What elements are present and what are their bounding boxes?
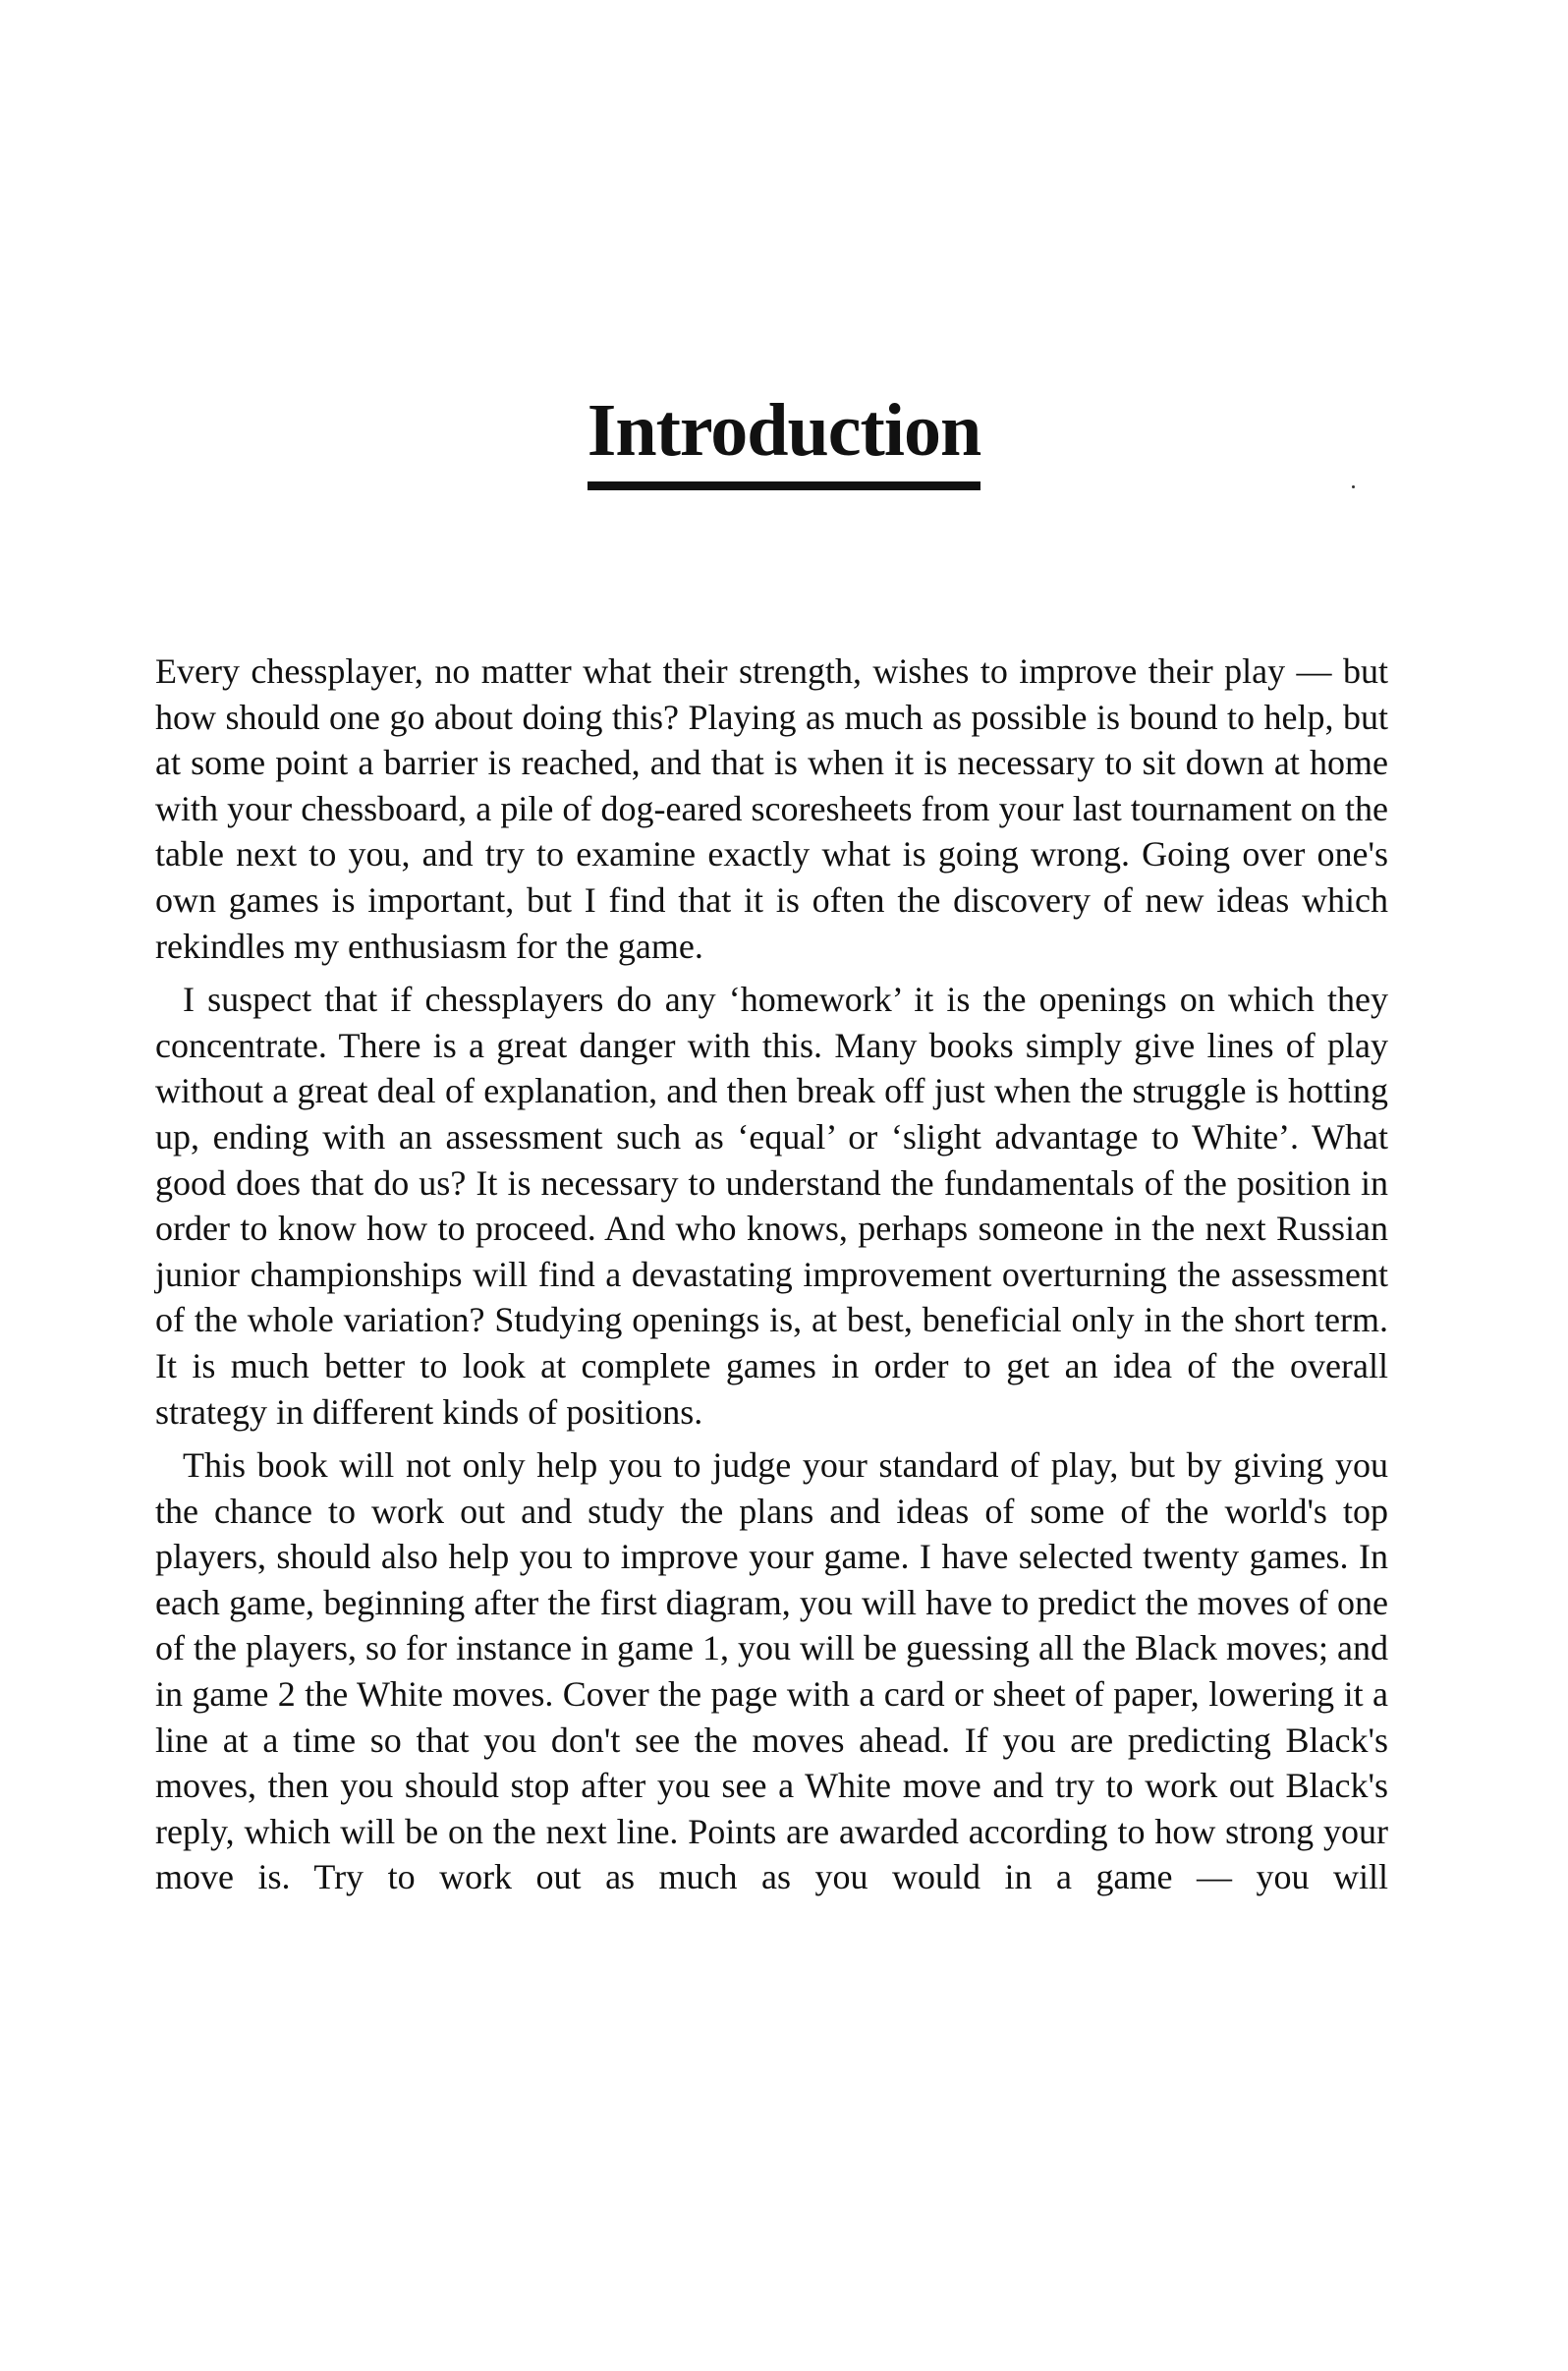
page-title: Introduction bbox=[588, 393, 980, 490]
paragraph-2: I suspect that if chessplayers do any ‘homework’ it is the openings on which they concentrate. There is a great danger with this. Many books simply give lines of play without a great deal of explanation, and then break off just when the struggle is hotting up, ending with an assessment such as ‘equal’ or ‘slight advantage to White’. What good does that do us? It is necessary to understand the fundamentals of the position in order to know how to proceed. And who knows, perhaps someone in the next Russian junior championships will find a devastating improvement overturning the assessment of the whole variation? Studying openings is, at best, beneficial only in the short term. It is much better to look at complete games in order to get an idea of the overall strategy in different kinds of positions. bbox=[155, 980, 1388, 1432]
body-text bbox=[155, 649, 1388, 1908]
paragraph-1: Every chessplayer, no matter what their strength, wishes to improve their play — but how should one go about doing this? Playing as much as possible is bound to help, but at some point a barrier is reached, and that is when it is necessary to sit down at home with your chessboard, a pile of dog-eared scoresheets from your last tournament on the table next to you, and try to examine exactly what is going wrong. Going over one's own games is important, but I find that it is often the discovery of new ideas which rekindles my enthusiasm for the game. bbox=[155, 651, 1388, 966]
print-speck bbox=[1352, 485, 1355, 488]
paragraph-3: This book will not only help you to judge your standard of play, but by giving you the chance to work out and study the plans and ideas of some of the world's top players, should also help you to improve your game. I have selected twenty games. In each game, beginning after the first diagram, you will have to predict the moves of one of the players, so for instance in game 1, you will be guessing all the Black moves; and in game 2 the White moves. Cover the page with a card or sheet of paper, lowering it a line at a time so that you don't see the moves ahead. If you are predicting Black's moves, then you should stop after you see a White move and try to work out Black's reply, which will be on the next line. Points are awarded according to how strong your move is. Try to work out as much as you would in a game — you will bbox=[155, 1445, 1388, 1897]
title-block bbox=[0, 389, 1568, 490]
